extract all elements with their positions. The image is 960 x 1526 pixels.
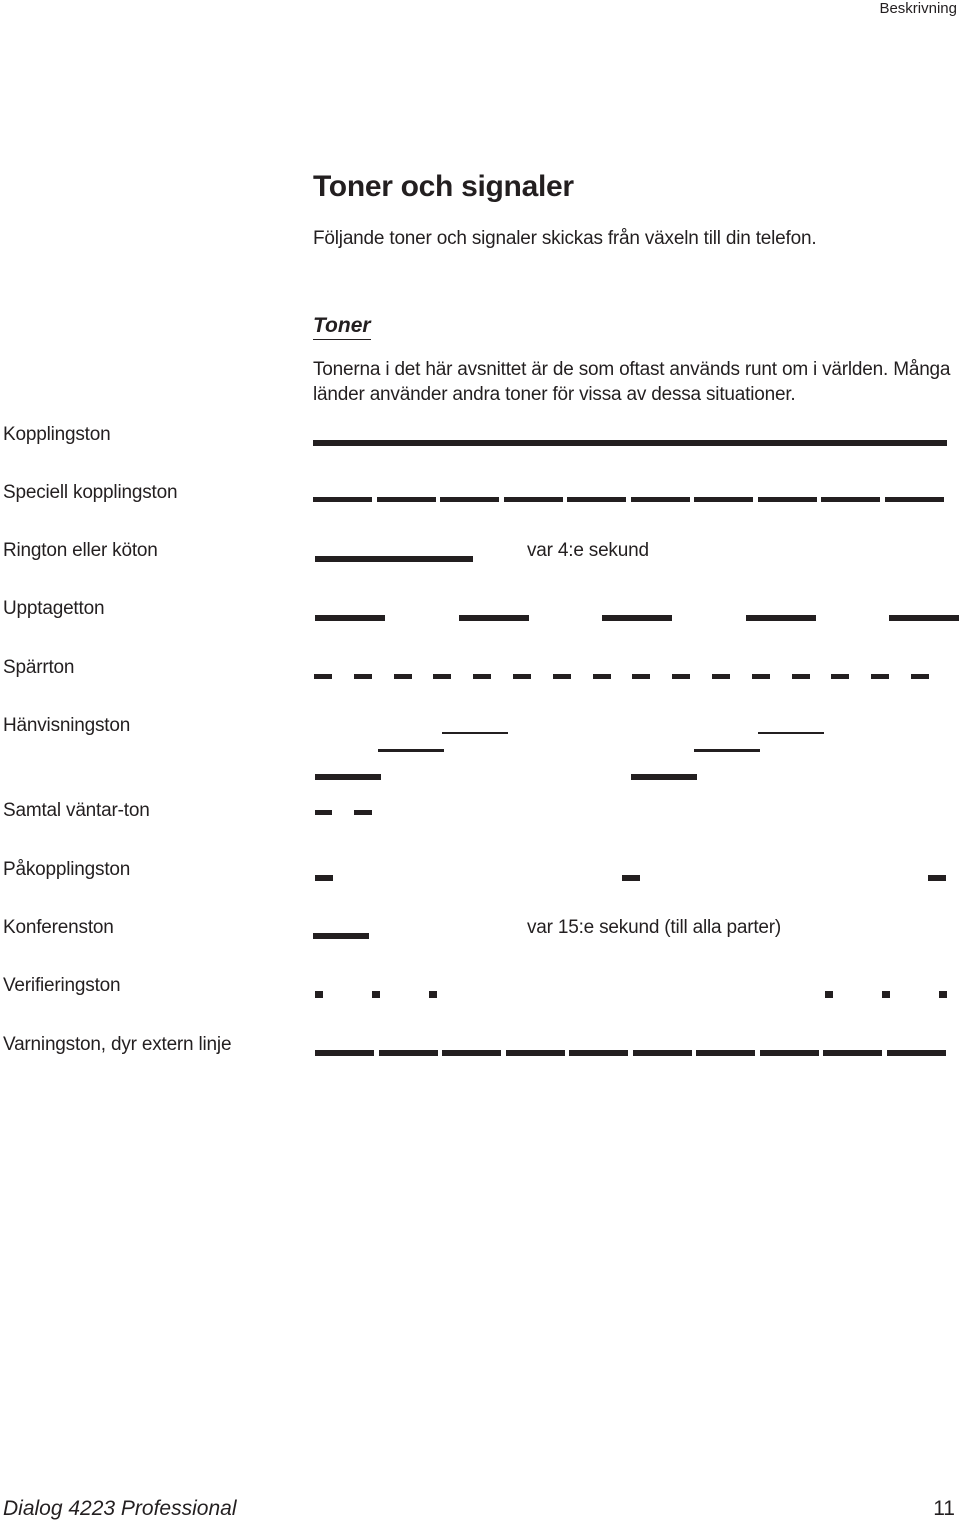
section-text: Tonerna i det här avsnittet är de som oftast används runt om i världen. Många länder använder andra toner för vissa av dessa situationer. <box>313 359 951 405</box>
tone-bar <box>885 497 944 502</box>
tone-bar <box>831 674 849 679</box>
tone-label-konferenston: Konferenston <box>3 917 114 938</box>
tone-bar <box>377 497 436 502</box>
tone-bar <box>513 674 531 679</box>
tone-bar <box>752 674 770 679</box>
tone-bar <box>694 497 753 502</box>
tone-bar <box>433 674 451 679</box>
tone-bar <box>928 875 946 881</box>
tone-bar <box>889 615 959 621</box>
tone-bar <box>823 1050 882 1056</box>
tone-bar <box>315 991 323 998</box>
tone-bar <box>315 875 333 881</box>
tone-bar <box>696 1050 755 1056</box>
tone-bar <box>821 497 880 502</box>
tone-bar <box>442 732 508 734</box>
tone-bar <box>792 674 810 679</box>
tone-bar <box>672 674 690 679</box>
tone-bar <box>825 991 833 998</box>
tone-label-speciell-kopplingston: Speciell kopplingston <box>3 482 178 503</box>
tone-bar <box>429 991 437 998</box>
tone-note-konferenston: var 15:e sekund (till alla parter) <box>527 917 782 938</box>
tone-label-varningston: Varningston, dyr extern linje <box>3 1034 232 1055</box>
tone-bar <box>379 1050 438 1056</box>
running-header: Beskrivning <box>879 0 957 17</box>
tone-bar <box>315 615 385 621</box>
tone-bar <box>504 497 563 502</box>
tone-label-upptagetton: Upptagetton <box>3 598 105 619</box>
tone-bar <box>553 674 571 679</box>
tone-bar <box>506 1050 565 1056</box>
tone-bar <box>758 732 824 734</box>
tone-bar <box>315 774 381 780</box>
tone-note-rington: var 4:e sekund <box>527 540 649 561</box>
tone-bar <box>887 1050 946 1056</box>
tone-bar <box>593 674 611 679</box>
tone-bar <box>372 991 380 998</box>
tone-bar <box>602 615 672 621</box>
tone-bar <box>633 1050 692 1056</box>
tone-label-verifieringston: Verifieringston <box>3 975 121 996</box>
section-heading: Toner <box>313 314 371 340</box>
tone-bar <box>567 497 626 502</box>
tone-bar <box>313 933 369 939</box>
tone-bar <box>882 991 890 998</box>
tone-bar <box>313 497 372 502</box>
tone-bar <box>315 1050 374 1056</box>
tone-label-pakopplingston: Påkopplingston <box>3 859 131 880</box>
tone-label-sparrton: Spärrton <box>3 657 75 678</box>
tone-bar <box>569 1050 628 1056</box>
tone-bar <box>622 875 640 881</box>
tone-label-samtal-vantar: Samtal väntar-ton <box>3 800 150 821</box>
footer-page-number: 11 <box>933 1497 955 1520</box>
tone-bar <box>442 1050 501 1056</box>
tone-bar <box>378 749 444 752</box>
tone-bar <box>631 497 690 502</box>
tone-bar <box>459 615 529 621</box>
page-title: Toner och signaler <box>313 170 574 203</box>
tone-bar <box>354 810 372 815</box>
tone-bar <box>394 674 412 679</box>
page-intro: Följande toner och signaler skickas från växeln till din telefon. <box>313 228 817 249</box>
tone-label-kopplingston: Kopplingston <box>3 424 111 445</box>
tone-bar <box>354 674 372 679</box>
tone-bar <box>939 991 947 998</box>
tone-bar <box>758 497 817 502</box>
tone-bar <box>694 749 760 752</box>
tone-bar <box>440 497 499 502</box>
tone-bar <box>315 556 473 562</box>
tone-bar <box>314 674 332 679</box>
tone-bar <box>313 440 947 446</box>
tone-bar <box>712 674 730 679</box>
tone-bar <box>315 810 332 815</box>
footer-product-name: Dialog 4223 Professional <box>3 1497 237 1520</box>
tone-bar <box>746 615 816 621</box>
tone-bar <box>911 674 929 679</box>
tone-bar <box>871 674 889 679</box>
tone-bar <box>632 674 650 679</box>
tone-bar <box>760 1050 819 1056</box>
tone-label-rington: Rington eller köton <box>3 540 158 561</box>
tone-bar <box>631 774 697 780</box>
tone-label-hanvisningston: Hänvisningston <box>3 715 131 736</box>
tone-bar <box>473 674 491 679</box>
